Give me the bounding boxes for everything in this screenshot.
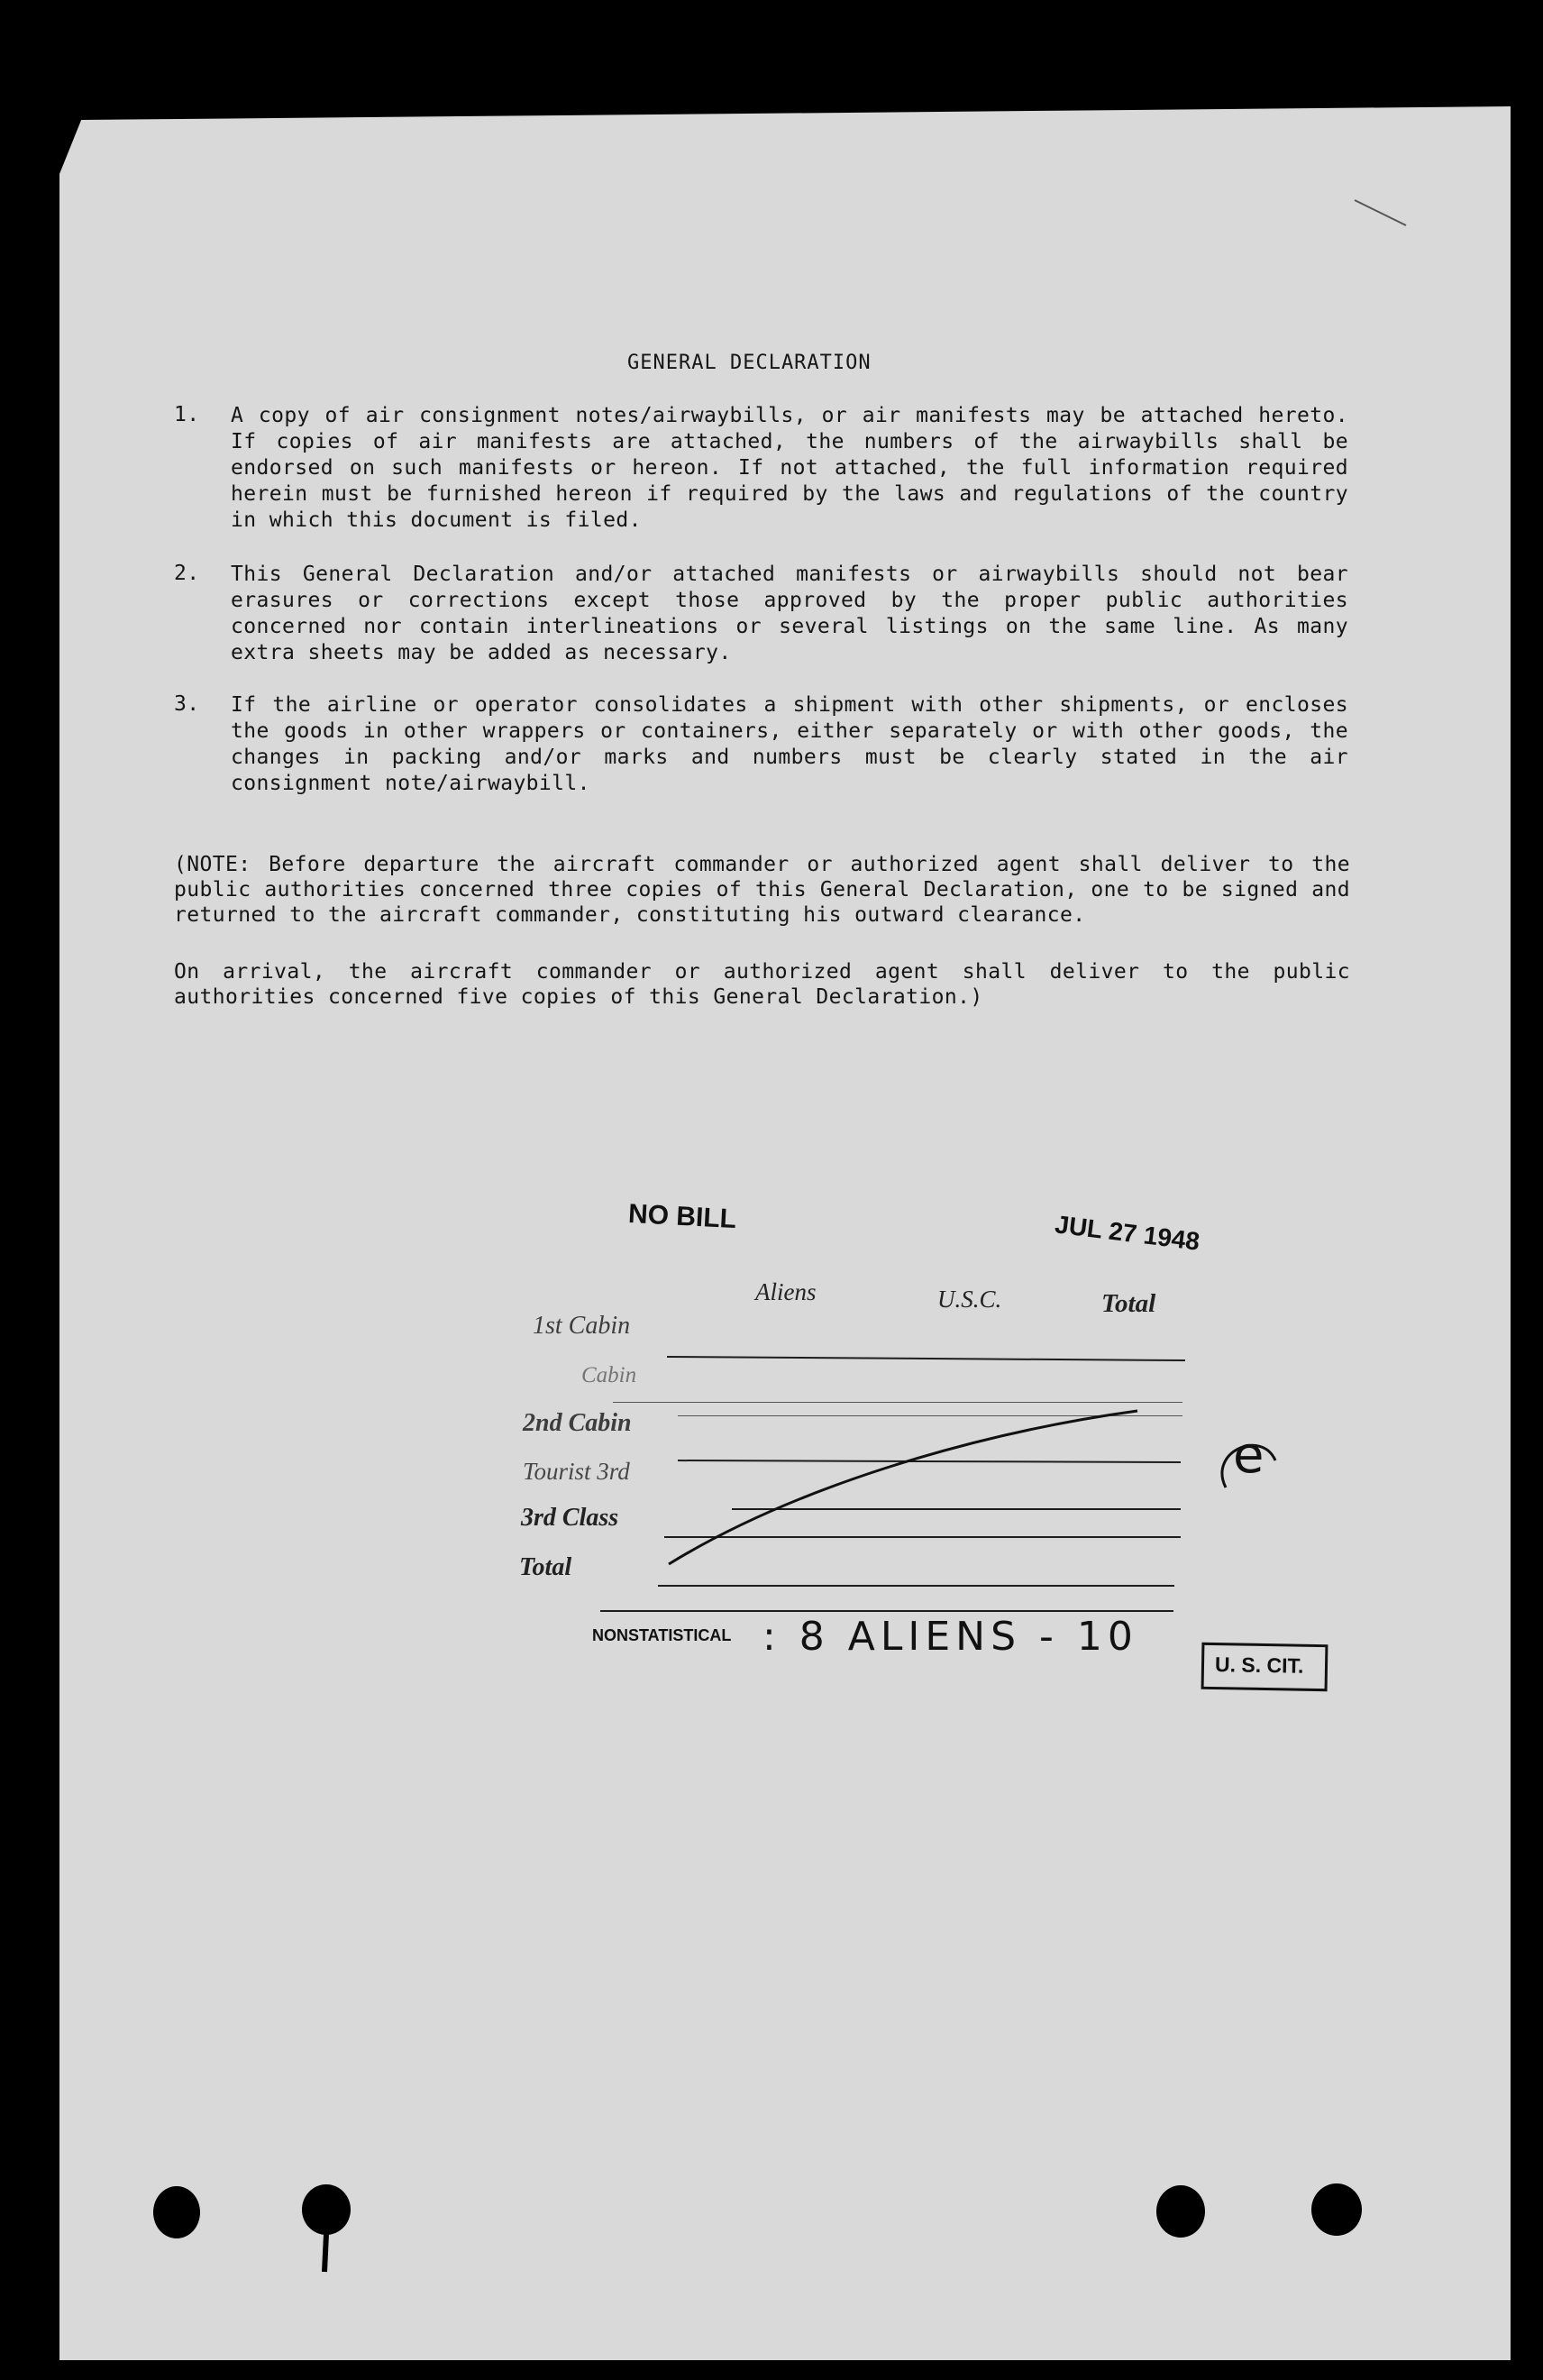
punch-hole-2 xyxy=(302,2184,351,2235)
item-number: 2. xyxy=(174,562,200,585)
row-1st-cabin: 1st Cabin xyxy=(533,1312,631,1340)
handwritten-circle-mark: e xyxy=(1233,1426,1265,1485)
stamp-rule-3 xyxy=(678,1415,1182,1416)
note-arrival: On arrival, the aircraft commander or authorized agent shall deliver to the public authorities concerned five copies of this General Declaration.) xyxy=(174,960,1350,1009)
us-citizen-stamp-box xyxy=(1201,1643,1328,1691)
stamp-rule-7 xyxy=(658,1585,1174,1587)
handwritten-aliens-count: : 8 ALIENS - 10 xyxy=(762,1614,1138,1660)
stamp-rule-6 xyxy=(664,1536,1181,1538)
document-title: GENERAL DECLARATION xyxy=(627,352,872,374)
item-number: 3. xyxy=(174,692,200,716)
us-citizen-stamp-label: U. S. CIT. xyxy=(1214,1652,1304,1678)
no-bill-stamp: NO BILL xyxy=(627,1198,737,1235)
item-number: 1. xyxy=(174,403,200,426)
row-total: Total xyxy=(519,1553,572,1581)
stamp-rule-5 xyxy=(732,1508,1181,1510)
punch-hole-3 xyxy=(1156,2185,1205,2238)
stamp-rule-8 xyxy=(600,1610,1173,1612)
nonstatistical-label: NONSTATISTICAL xyxy=(592,1626,732,1644)
row-3rd-class: 3rd Class xyxy=(521,1504,619,1532)
date-stamp: JUL 27 1948 xyxy=(1053,1210,1201,1256)
row-2nd-cabin: 2nd Cabin xyxy=(523,1409,632,1437)
column-total: Total xyxy=(1101,1289,1156,1318)
row-tourist-3rd: Tourist 3rd xyxy=(523,1458,630,1485)
item-text: A copy of air consignment notes/airwaybills, or air manifests may be attached hereto. If copies of air manifests are attached, the numbers of the airwaybills shall be endorsed on such manifests or hereon. If not attached, the full information required herein must be furnished hereon if required by the laws and regulations of the country in which this document is filed. xyxy=(231,404,1348,532)
row-cabin: Cabin xyxy=(581,1363,637,1387)
punch-hole-4 xyxy=(1311,2183,1362,2236)
item-text: If the airline or operator consolidates a shipment with other shipments, or encloses the goods in other wrappers or containers, either separately or with other goods, the changes in packing and/or marks and numbers must be clearly stated in the air consignment note/airwaybill. xyxy=(231,693,1348,795)
note-departure: (NOTE: Before departure the aircraft commander or authorized agent shall deliver to the public authorities concerned three copies of this General Declaration, one to be signed and returned to the aircraft commander, constituting his outward clearance. xyxy=(174,853,1350,927)
stamp-rule-2 xyxy=(613,1402,1182,1403)
column-usc: U.S.C. xyxy=(937,1286,1002,1313)
punch-hole-1 xyxy=(153,2186,200,2238)
column-aliens: Aliens xyxy=(755,1278,817,1305)
item-text: This General Declaration and/or attached manifests or airwaybills should not bear erasures or corrections except those approved by the proper public authorities concerned nor contain interlineations or several listings on the same line. As many extra sheets may be added as necessary. xyxy=(231,563,1348,664)
